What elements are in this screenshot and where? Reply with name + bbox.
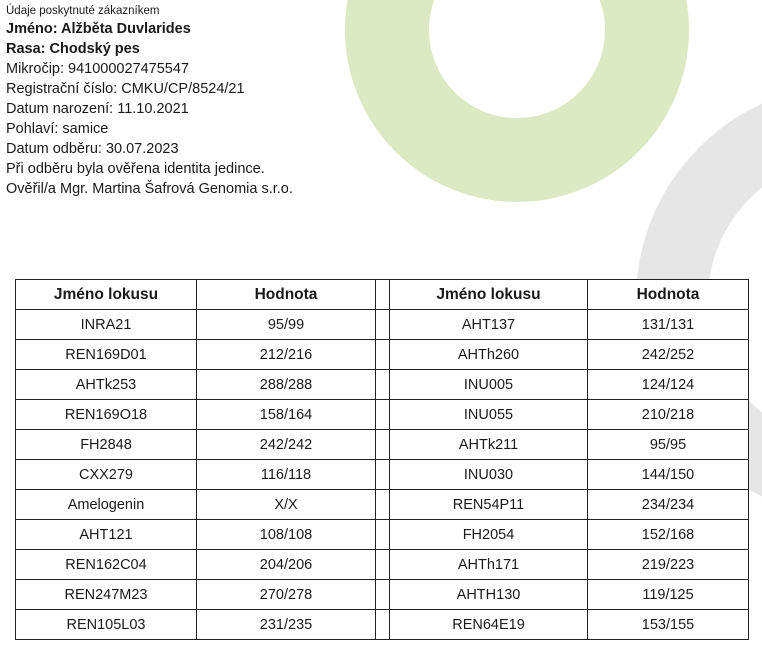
- table-row: [16, 610, 749, 640]
- left-locus-cell: FH2848: [16, 430, 197, 460]
- table-row: [16, 400, 749, 430]
- table-row: [16, 340, 749, 370]
- right-value-cell: 153/155: [588, 610, 749, 640]
- right-locus-cell: REN64E19: [390, 610, 588, 640]
- value-header-right: Hodnota: [588, 280, 749, 310]
- left-locus-cell: AHTk253: [16, 370, 197, 400]
- microchip: Mikročip: 941000027475547: [6, 61, 189, 77]
- column-separator: [376, 550, 390, 580]
- right-value-cell: 219/223: [588, 550, 749, 580]
- left-locus-cell: AHT121: [16, 520, 197, 550]
- table-row: [16, 310, 749, 340]
- left-locus-cell: CXX279: [16, 460, 197, 490]
- left-locus-cell: REN162C04: [16, 550, 197, 580]
- right-value-cell: 152/168: [588, 520, 749, 550]
- provided-by-label: Údaje poskytnuté zákazníkem: [6, 5, 160, 17]
- left-value-cell: 288/288: [197, 370, 376, 400]
- right-value-cell: 242/252: [588, 340, 749, 370]
- identity-note: Při odběru byla ověřena identita jedince.: [6, 161, 265, 177]
- left-value-cell: 158/164: [197, 400, 376, 430]
- left-locus-cell: INRA21: [16, 310, 197, 340]
- right-value-cell: 95/95: [588, 430, 749, 460]
- table-row: [16, 490, 749, 520]
- left-value-cell: 231/235: [197, 610, 376, 640]
- table-row: [16, 550, 749, 580]
- right-value-cell: 144/150: [588, 460, 749, 490]
- column-separator: [376, 490, 390, 520]
- column-separator: [376, 520, 390, 550]
- left-locus-cell: REN169D01: [16, 340, 197, 370]
- left-value-cell: 108/108: [197, 520, 376, 550]
- sex: Pohlaví: samice: [6, 121, 109, 137]
- green-ring-decoration: [387, 0, 647, 160]
- table-row: [16, 430, 749, 460]
- locus-header-left: Jméno lokusu: [16, 280, 197, 310]
- right-locus-cell: AHTk211: [390, 430, 588, 460]
- right-locus-cell: AHTh171: [390, 550, 588, 580]
- left-locus-cell: Amelogenin: [16, 490, 197, 520]
- right-locus-cell: INU005: [390, 370, 588, 400]
- right-locus-cell: AHT137: [390, 310, 588, 340]
- table-row: [16, 370, 749, 400]
- right-value-cell: 119/125: [588, 580, 749, 610]
- dog-name: Jméno: Alžběta Duvlarides: [6, 21, 191, 37]
- right-locus-cell: INU055: [390, 400, 588, 430]
- column-separator: [376, 580, 390, 610]
- right-value-cell: 210/218: [588, 400, 749, 430]
- left-value-cell: 204/206: [197, 550, 376, 580]
- column-separator: [376, 400, 390, 430]
- table-row: [16, 520, 749, 550]
- locus-header-right: Jméno lokusu: [390, 280, 588, 310]
- registration-number: Registrační číslo: CMKU/CP/8524/21: [6, 81, 245, 97]
- left-locus-cell: REN169O18: [16, 400, 197, 430]
- right-value-cell: 234/234: [588, 490, 749, 520]
- column-separator: [376, 280, 390, 310]
- customer-info: [6, 3, 293, 199]
- right-value-cell: 131/131: [588, 310, 749, 340]
- right-locus-cell: FH2054: [390, 520, 588, 550]
- left-value-cell: 212/216: [197, 340, 376, 370]
- sample-date: Datum odběru: 30.07.2023: [6, 141, 179, 157]
- column-separator: [376, 340, 390, 370]
- left-locus-cell: REN247M23: [16, 580, 197, 610]
- column-separator: [376, 310, 390, 340]
- column-separator: [376, 460, 390, 490]
- left-locus-cell: REN105L03: [16, 610, 197, 640]
- left-value-cell: 95/99: [197, 310, 376, 340]
- right-value-cell: 124/124: [588, 370, 749, 400]
- right-locus-cell: REN54P11: [390, 490, 588, 520]
- column-separator: [376, 430, 390, 460]
- left-value-cell: 116/118: [197, 460, 376, 490]
- dog-breed: Rasa: Chodský pes: [6, 41, 140, 57]
- right-locus-cell: INU030: [390, 460, 588, 490]
- table-header-row: [16, 280, 749, 310]
- verified-by: Ověřil/a Mgr. Martina Šafrová Genomia s.r.o.: [6, 181, 293, 197]
- left-value-cell: 242/242: [197, 430, 376, 460]
- table-row: [16, 460, 749, 490]
- left-value-cell: 270/278: [197, 580, 376, 610]
- right-locus-cell: AHTh260: [390, 340, 588, 370]
- column-separator: [376, 370, 390, 400]
- loci-table: [15, 279, 749, 640]
- right-locus-cell: AHTH130: [390, 580, 588, 610]
- left-value-cell: X/X: [197, 490, 376, 520]
- table-row: [16, 580, 749, 610]
- value-header-left: Hodnota: [197, 280, 376, 310]
- column-separator: [376, 610, 390, 640]
- birth-date: Datum narození: 11.10.2021: [6, 101, 189, 117]
